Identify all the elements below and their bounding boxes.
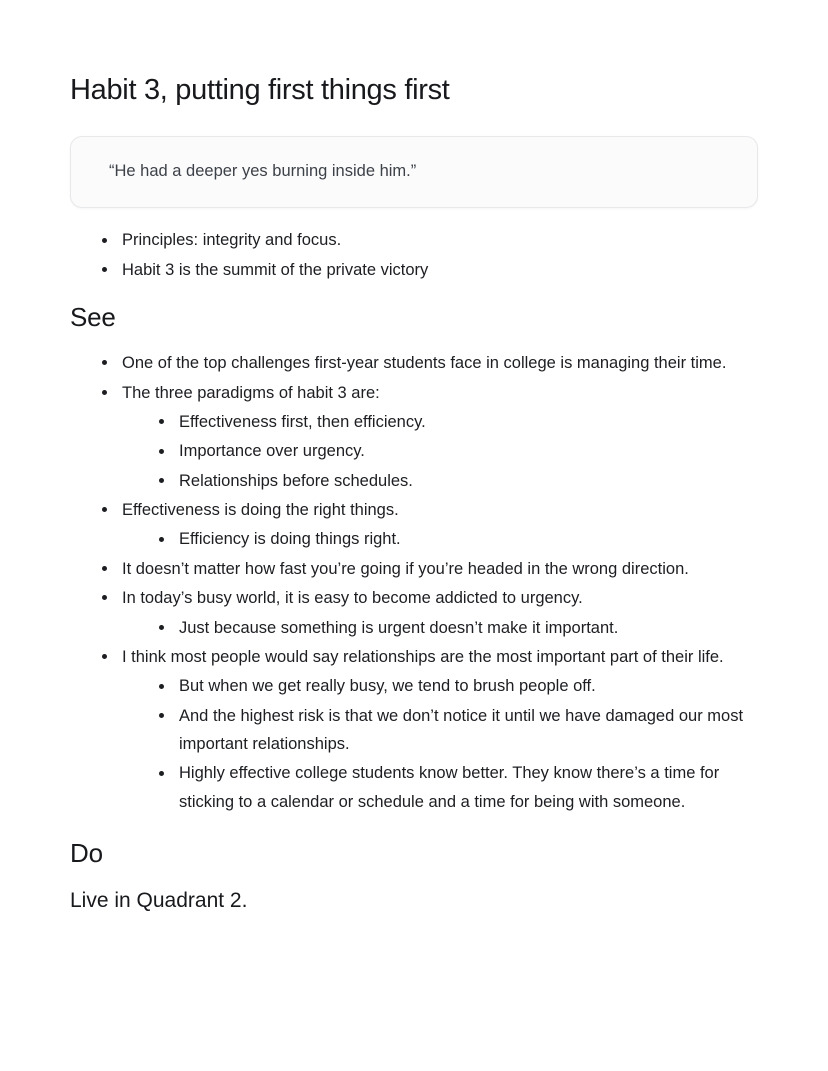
list-item	[157, 759, 758, 816]
list-item	[100, 226, 758, 254]
list-item-label: It doesn’t matter how fast you’re going if you’re headed in the wrong direction.	[122, 559, 689, 578]
list-item-label: Principles: integrity and focus.	[122, 231, 342, 250]
list-item-label: Effectiveness is doing the right things.	[122, 501, 399, 520]
bullet-icon	[159, 449, 164, 454]
list-item-label: In today’s busy world, it is easy to become addicted to urgency.	[122, 589, 583, 608]
do-paragraph: Live in Quadrant 2.	[70, 889, 248, 913]
list-item	[100, 643, 758, 816]
bullet-icon	[159, 419, 164, 424]
bullet-icon	[102, 390, 107, 395]
sub-list	[122, 672, 758, 816]
list-item	[157, 525, 758, 553]
list-item-label: But when we get really busy, we tend to brush people off.	[179, 677, 596, 696]
sub-list	[122, 408, 758, 495]
list-item-label: Efficiency is doing things right.	[179, 530, 401, 549]
bullet-icon	[159, 684, 164, 689]
bullet-icon	[159, 537, 164, 542]
bullet-icon	[102, 360, 107, 365]
list-item-label: Highly effective college students know better. They know there’s a time for sticking to a calendar or schedule and a time for being with someone.	[179, 764, 720, 811]
page-title: Habit 3, putting first things first	[70, 74, 450, 106]
list-item	[157, 467, 758, 495]
bullet-icon	[159, 625, 164, 630]
list-item	[157, 614, 758, 642]
section-heading-see: See	[70, 302, 116, 333]
list-item-label: One of the top challenges first-year students face in college is managing their time.	[122, 354, 727, 373]
list-item	[100, 496, 758, 554]
bullet-icon	[102, 507, 107, 512]
quote-callout	[70, 136, 758, 209]
bullet-icon	[102, 595, 107, 600]
sub-list	[122, 614, 758, 642]
list-item-label: And the highest risk is that we don’t notice it until we have damaged our most important relationships.	[179, 706, 744, 754]
list-item	[157, 672, 758, 700]
list-item-label: Habit 3 is the summit of the private victory	[122, 260, 429, 279]
sub-list	[122, 525, 758, 553]
list-item	[100, 349, 758, 377]
list-item-label: The three paradigms of habit 3 are:	[122, 383, 380, 402]
section-heading-do: Do	[70, 838, 103, 869]
list-item-label: Effectiveness first, then efficiency.	[179, 412, 426, 431]
list-item-label: I think most people would say relationships are the most important part of their life.	[122, 647, 724, 666]
list-item-label: Just because something is urgent doesn’t make it important.	[179, 618, 619, 637]
bullet-icon	[102, 267, 107, 272]
quote-text: “He had a deeper yes burning inside him.”	[109, 161, 417, 180]
list-item	[157, 437, 758, 465]
list-item	[100, 584, 758, 642]
intro-bullet-list	[70, 226, 758, 284]
list-item	[157, 408, 758, 436]
bullet-icon	[159, 478, 164, 483]
bullet-icon	[102, 566, 107, 571]
bullet-icon	[102, 654, 107, 659]
list-item-label: Relationships before schedules.	[179, 471, 413, 490]
list-item	[100, 555, 758, 583]
list-item	[100, 379, 758, 496]
list-item	[100, 256, 758, 284]
list-item	[157, 702, 758, 759]
bullet-icon	[159, 713, 164, 718]
bullet-icon	[102, 238, 107, 243]
bullet-icon	[159, 771, 164, 776]
list-item-label: Importance over urgency.	[179, 442, 365, 461]
see-bullet-list	[70, 349, 758, 816]
